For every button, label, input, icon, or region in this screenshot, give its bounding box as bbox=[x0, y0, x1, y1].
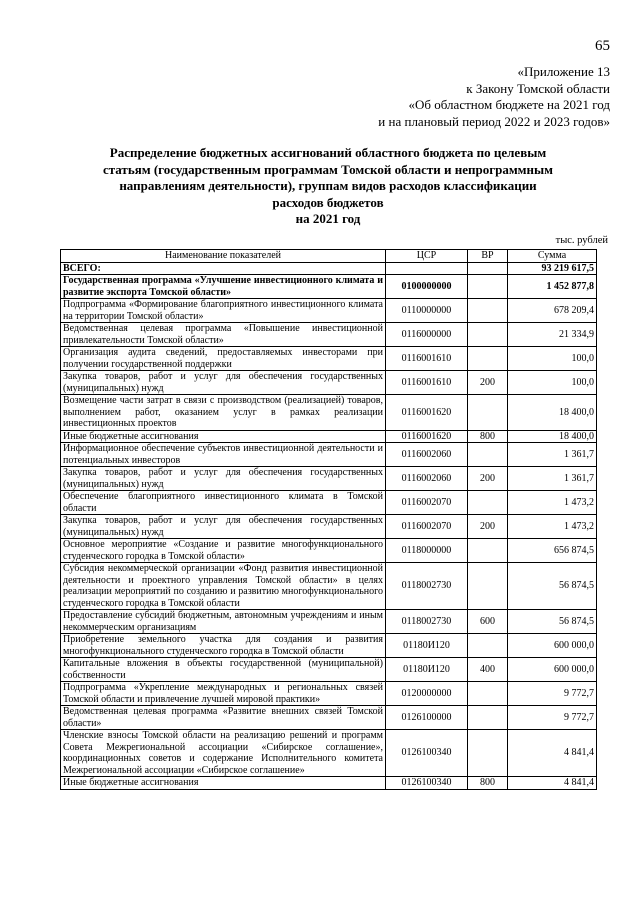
row-sum: 100,0 bbox=[508, 371, 597, 395]
row-name: Ведомственная целевая программа «Повышение инвестиционной привлекательности Томской области» bbox=[61, 323, 386, 347]
table-row bbox=[61, 491, 597, 515]
table-header-row bbox=[61, 250, 597, 263]
row-name: Закупка товаров, работ и услуг для обеспечения государственных (муниципальных) нужд bbox=[61, 467, 386, 491]
row-csr: 0116002060 bbox=[386, 443, 468, 467]
title-line: направлениям деятельности), группам видов расходов классификации bbox=[119, 178, 537, 193]
row-sum: 56 874,5 bbox=[508, 610, 597, 634]
row-sum: 100,0 bbox=[508, 347, 597, 371]
row-sum: 1 452 877,8 bbox=[508, 275, 597, 299]
appendix-line: и на плановый период 2022 и 2023 годов» bbox=[378, 113, 610, 129]
total-row bbox=[61, 262, 597, 275]
title-line: расходов бюджетов bbox=[272, 194, 384, 210]
row-name: Информационное обеспечение субъектов инвестиционной деятельности и потенциальных инвесторов bbox=[61, 443, 386, 467]
row-name: Подпрограмма «Укрепление международных и региональных связей Томской области и привлечение лучшей мировой практики» bbox=[61, 682, 386, 706]
row-vr bbox=[468, 347, 508, 371]
total-sum: 93 219 617,5 bbox=[508, 262, 597, 275]
row-vr: 800 bbox=[468, 430, 508, 443]
title-line: статьям (государственным программам Томской области и непрограммным bbox=[102, 161, 554, 177]
row-csr: 0116002060 bbox=[386, 467, 468, 491]
total-csr bbox=[386, 262, 468, 275]
row-sum: 600 000,0 bbox=[508, 634, 597, 658]
row-name: Организация аудита сведений, предоставляемых инвесторами при получении государственной поддержки bbox=[61, 347, 386, 371]
row-csr: 0120000000 bbox=[386, 682, 468, 706]
budget-table bbox=[60, 249, 597, 790]
table-row bbox=[61, 347, 597, 371]
row-name: Иные бюджетные ассигнования bbox=[61, 430, 386, 443]
table-row bbox=[61, 682, 597, 706]
table-row bbox=[61, 610, 597, 634]
row-vr bbox=[468, 443, 508, 467]
row-csr: 0116001620 bbox=[386, 430, 468, 443]
row-sum: 18 400,0 bbox=[508, 430, 597, 443]
appendix-line: к Закону Томской области bbox=[466, 80, 610, 96]
row-vr bbox=[468, 563, 508, 610]
row-name: Предоставление субсидий бюджетным, автономным учреждениям и иным некоммерческим организациям bbox=[61, 610, 386, 634]
total-label: ВСЕГО: bbox=[61, 262, 386, 275]
row-csr: 0126100340 bbox=[386, 777, 468, 790]
row-csr: 0116002070 bbox=[386, 491, 468, 515]
total-vr bbox=[468, 262, 508, 275]
table-row bbox=[61, 443, 597, 467]
page-number: 65 bbox=[595, 38, 610, 54]
row-vr: 400 bbox=[468, 658, 508, 682]
row-csr: 0126100000 bbox=[386, 706, 468, 730]
row-csr: 0126100340 bbox=[386, 730, 468, 777]
table-row bbox=[61, 634, 597, 658]
table-row bbox=[61, 299, 597, 323]
table-row bbox=[61, 275, 597, 299]
table-row bbox=[61, 730, 597, 777]
row-sum: 678 209,4 bbox=[508, 299, 597, 323]
table-row bbox=[61, 395, 597, 431]
table-row bbox=[61, 323, 597, 347]
table-row bbox=[61, 467, 597, 491]
row-csr: 0118002730 bbox=[386, 610, 468, 634]
row-vr bbox=[468, 275, 508, 299]
row-sum: 56 874,5 bbox=[508, 563, 597, 610]
row-csr: 0100000000 bbox=[386, 275, 468, 299]
row-vr: 200 bbox=[468, 467, 508, 491]
table-row bbox=[61, 539, 597, 563]
row-name: Подпрограмма «Формирование благоприятного инвестиционного климата на территории Томской области» bbox=[61, 299, 386, 323]
row-csr: 0116001620 bbox=[386, 395, 468, 431]
header-sum: Сумма bbox=[508, 250, 597, 263]
appendix-line: «Об областном бюджете на 2021 год bbox=[408, 97, 610, 112]
document-title bbox=[60, 145, 596, 228]
row-sum: 18 400,0 bbox=[508, 395, 597, 431]
row-vr bbox=[468, 395, 508, 431]
row-vr: 800 bbox=[468, 777, 508, 790]
row-sum: 1 473,2 bbox=[508, 515, 597, 539]
units-label: тыс. рублей bbox=[555, 235, 608, 246]
row-sum: 1 361,7 bbox=[508, 443, 597, 467]
row-sum: 9 772,7 bbox=[508, 706, 597, 730]
row-vr bbox=[468, 634, 508, 658]
row-sum: 1 361,7 bbox=[508, 467, 597, 491]
row-vr bbox=[468, 682, 508, 706]
row-name: Ведомственная целевая программа «Развитие внешних связей Томской области» bbox=[61, 706, 386, 730]
row-sum: 656 874,5 bbox=[508, 539, 597, 563]
row-name: Капитальные вложения в объекты государственной (муниципальной) собственности bbox=[61, 658, 386, 682]
row-name: Иные бюджетные ассигнования bbox=[61, 777, 386, 790]
table-row bbox=[61, 658, 597, 682]
row-csr: 01180И120 bbox=[386, 634, 468, 658]
row-vr: 200 bbox=[468, 371, 508, 395]
row-name: Возмещение части затрат в связи с производством (реализацией) товаров, выполнением работ, оказанием услуг в рамках реализации инвестиционных проектов bbox=[61, 395, 386, 431]
row-vr bbox=[468, 539, 508, 563]
table-row bbox=[61, 563, 597, 610]
row-sum: 1 473,2 bbox=[508, 491, 597, 515]
row-csr: 0116002070 bbox=[386, 515, 468, 539]
row-name: Приобретение земельного участка для создания и развития многофункционального студенческого городка в Томской области bbox=[61, 634, 386, 658]
row-sum: 21 334,9 bbox=[508, 323, 597, 347]
row-vr bbox=[468, 706, 508, 730]
row-name: Обеспечение благоприятного инвестиционного климата в Томской области bbox=[61, 491, 386, 515]
table-row bbox=[61, 371, 597, 395]
row-name: Основное мероприятие «Создание и развитие многофункционального студенческого городка в Томской области» bbox=[61, 539, 386, 563]
row-name: Субсидия некоммерческой организации «Фонд развития инвестиционной деятельности и проектного управления Томской области» в целях реализации мероприятий по созданию и развитию многофункционального студенческого городка в Томской области bbox=[61, 563, 386, 610]
row-sum: 4 841,4 bbox=[508, 777, 597, 790]
row-vr bbox=[468, 491, 508, 515]
table-row bbox=[61, 430, 597, 443]
title-line: на 2021 год bbox=[295, 211, 361, 226]
row-csr: 0118002730 bbox=[386, 563, 468, 610]
row-csr: 0116000000 bbox=[386, 323, 468, 347]
row-name: Закупка товаров, работ и услуг для обеспечения государственных (муниципальных) нужд bbox=[61, 371, 386, 395]
appendix-header bbox=[378, 64, 610, 130]
header-csr: ЦСР bbox=[386, 250, 468, 263]
row-name: Членские взносы Томской области на реализацию решений и программ Совета Межрегиональной ассоциации «Сибирское соглашение», координационных советов и содержание Исполнительного комитета Межрегиональной ассоциации «Сибирское соглашение» bbox=[61, 730, 386, 777]
row-csr: 0118000000 bbox=[386, 539, 468, 563]
table-row bbox=[61, 706, 597, 730]
row-vr bbox=[468, 299, 508, 323]
header-name: Наименование показателей bbox=[61, 250, 386, 263]
table-row bbox=[61, 777, 597, 790]
row-vr: 600 bbox=[468, 610, 508, 634]
row-sum: 4 841,4 bbox=[508, 730, 597, 777]
title-line: Распределение бюджетных ассигнований областного бюджета по целевым bbox=[109, 145, 547, 160]
appendix-line: «Приложение 13 bbox=[517, 64, 610, 79]
table-row bbox=[61, 515, 597, 539]
row-name: Закупка товаров, работ и услуг для обеспечения государственных (муниципальных) нужд bbox=[61, 515, 386, 539]
row-csr: 0110000000 bbox=[386, 299, 468, 323]
row-vr bbox=[468, 323, 508, 347]
row-sum: 9 772,7 bbox=[508, 682, 597, 706]
row-csr: 0116001610 bbox=[386, 347, 468, 371]
row-vr bbox=[468, 730, 508, 777]
header-vr: ВР bbox=[468, 250, 508, 263]
row-vr: 200 bbox=[468, 515, 508, 539]
row-csr: 0116001610 bbox=[386, 371, 468, 395]
row-csr: 01180И120 bbox=[386, 658, 468, 682]
row-sum: 600 000,0 bbox=[508, 658, 597, 682]
row-name: Государственная программа «Улучшение инвестиционного климата и развитие экспорта Томской области» bbox=[61, 275, 386, 299]
